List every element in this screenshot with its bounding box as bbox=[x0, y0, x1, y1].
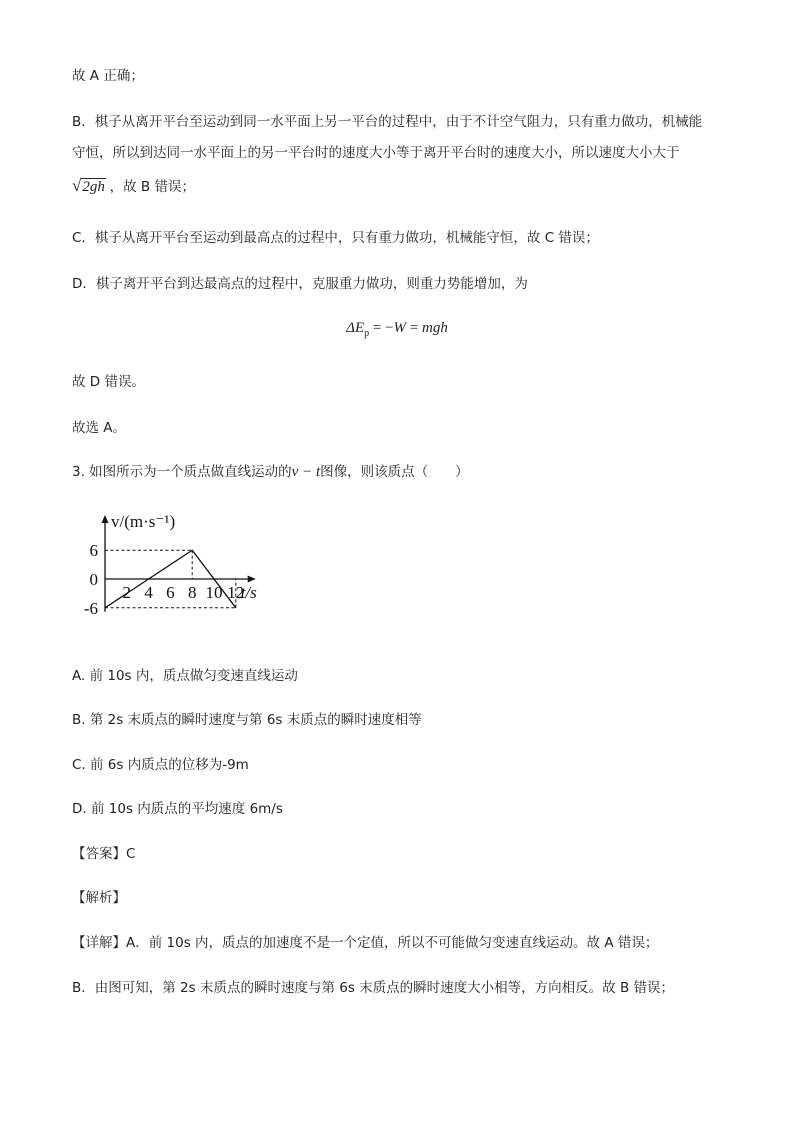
vt-chart bbox=[75, 505, 295, 645]
x-tick-label-8: 8 bbox=[187, 583, 197, 602]
answer-label: 【答案】C bbox=[72, 846, 136, 862]
q3-variable: v − t bbox=[291, 464, 321, 480]
sqrt-expression: √2gh bbox=[72, 176, 105, 195]
option-a: A. 前 10s 内，质点做匀变速直线运动 bbox=[72, 668, 298, 684]
text-c: C．棋子从离开平台至运动到最高点的过程中，只有重力做功，机械能守恒，故 C 错误； bbox=[72, 230, 599, 246]
y-tick-label-0: 0 bbox=[89, 570, 98, 589]
x-tick-label-4: 4 bbox=[144, 583, 153, 602]
question-3 bbox=[72, 462, 724, 482]
q3-suffix: 图像，则该质点（ ） bbox=[320, 464, 469, 480]
text-d-end: 故 D 错误。 bbox=[72, 374, 145, 390]
analysis-label: 【解析】 bbox=[72, 890, 126, 906]
y-tick-label-6: 6 bbox=[89, 541, 98, 561]
text-choose: 故选 A。 bbox=[72, 420, 127, 436]
formula-energy: $\Delta E_p = -W$ = mgh bbox=[346, 320, 448, 339]
text-a-correct: 故 A 正确； bbox=[72, 68, 144, 84]
detail-b: B．由图可知，第 2s 末质点的瞬时速度与第 6s 末质点的瞬时速度大小相等，方向相反。故 B 错误； bbox=[72, 980, 675, 996]
option-c: C. 前 6s 内质点的位移为-9m bbox=[72, 757, 249, 773]
text-b-line2: 守恒，所以到达同一水平面上的另一平台时的速度大小等于离开平台时的速度大小，所以速度大小大于 bbox=[72, 145, 680, 161]
y-tick-label--6: -6 bbox=[83, 598, 98, 618]
option-b: B. 第 2s 末质点的瞬时速度与第 6s 末质点的瞬时速度相等 bbox=[72, 712, 422, 728]
text-b-line3 bbox=[72, 176, 724, 197]
detail-a: 【详解】A．前 10s 内，质点的加速度不是一个定值，所以不可能做匀变速直线运动。故 A 错误； bbox=[72, 935, 659, 951]
x-tick-label-6: 6 bbox=[166, 583, 175, 602]
x-tick-label-2: 2 bbox=[122, 583, 132, 602]
text-d: D．棋子离开平台到达最高点的过程中，克服重力做功，则重力势能增加，为 bbox=[72, 276, 528, 292]
option-d: D. 前 10s 内质点的平均速度 6m/s bbox=[72, 801, 283, 817]
text-b-line3-rest: ，故 B 错误； bbox=[109, 179, 195, 195]
x-tick-label-10: 10 bbox=[205, 583, 223, 602]
text-b-line1: B．棋子从离开平台至运动到同一水平面上另一平台的过程中，由于不计空气阻力，只有重力做功，机械能 bbox=[72, 114, 703, 130]
x-axis-arrow bbox=[248, 576, 256, 583]
x-axis-label: t/s bbox=[240, 583, 257, 602]
q3-prefix: 3. 如图所示为一个质点做直线运动的 bbox=[72, 464, 292, 480]
x-tick-label-12: 12 bbox=[227, 583, 245, 602]
y-axis-arrow bbox=[102, 515, 109, 523]
y-axis-label: v/(m·s⁻¹) bbox=[111, 512, 176, 531]
